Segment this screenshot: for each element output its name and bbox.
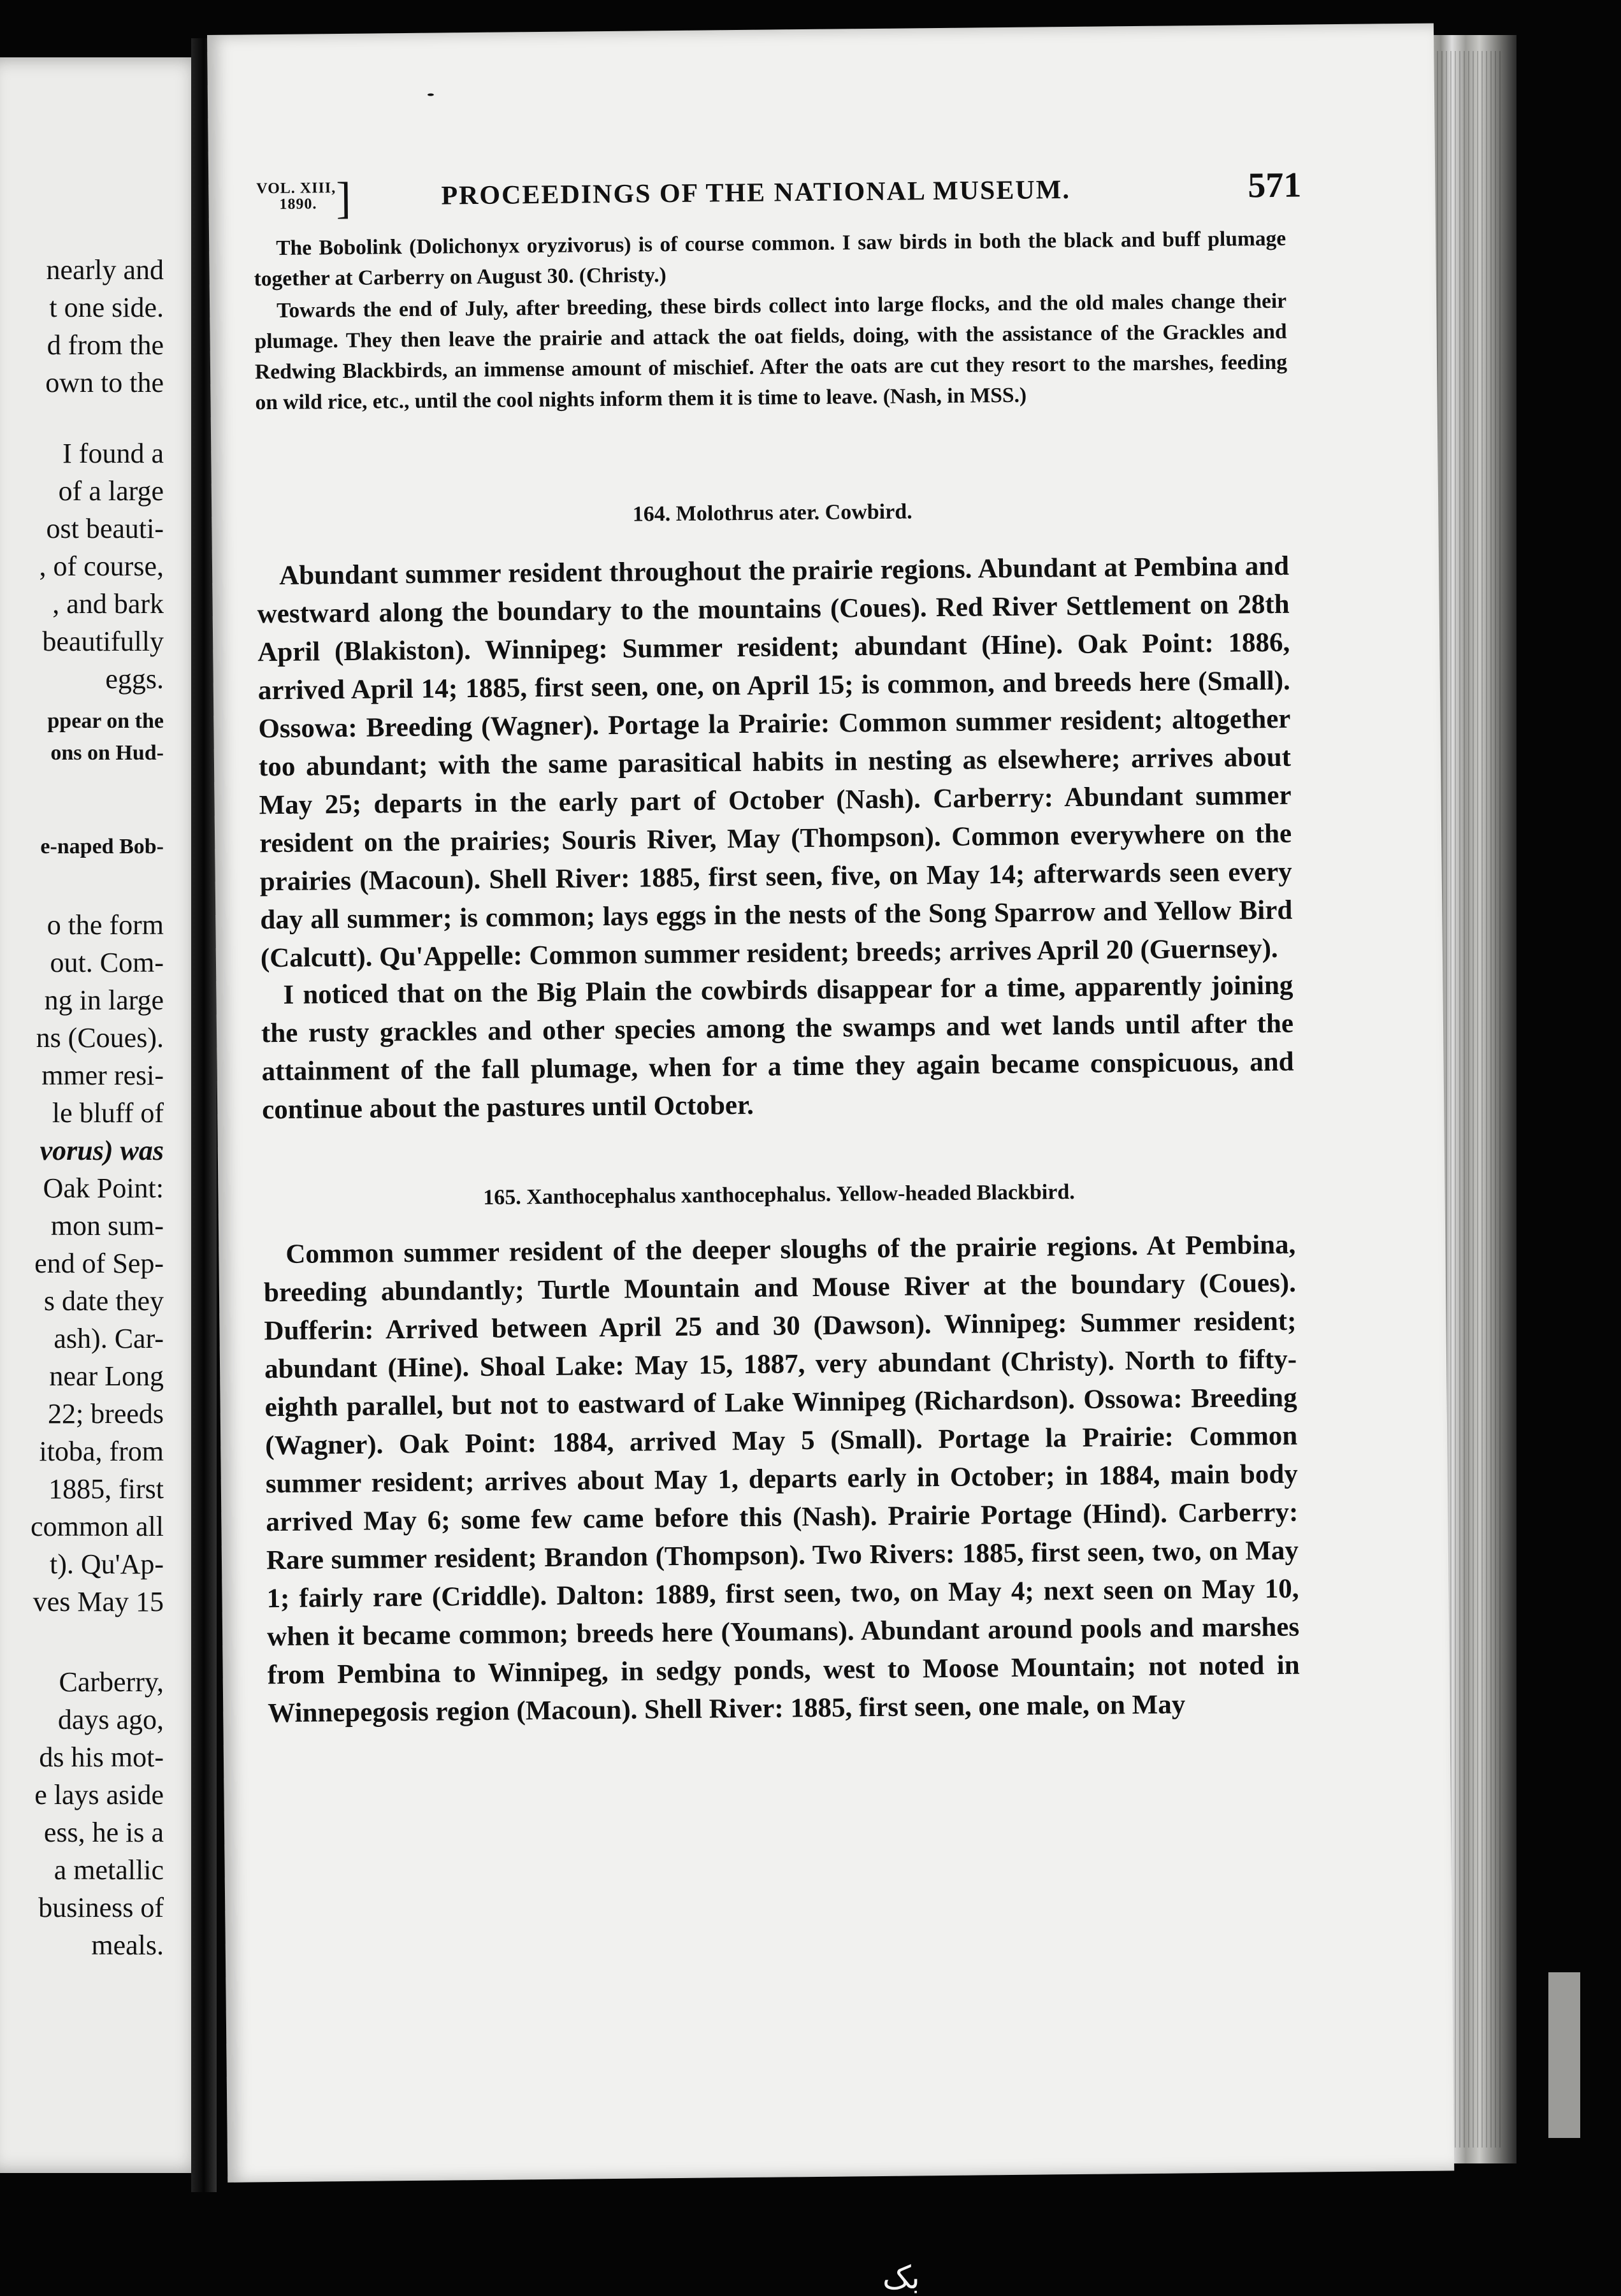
species-164-paragraph: I noticed that on the Big Plain the cowbirds disappear for a time, apparently joining the rusty grackles and other species among the swamps and wet lands until after the attainment of the fall plumage, when for a time they again became conspicuous, and continue about the pastures until October. xyxy=(261,970,1294,1125)
left-fragment: t one side. xyxy=(49,292,164,323)
left-fragment: nearly and xyxy=(46,254,164,285)
running-header xyxy=(256,165,1302,233)
bottom-scan-mark: بک xyxy=(883,2259,920,2296)
left-fragment: ash). Car- xyxy=(54,1323,164,1354)
left-fragment: of a large xyxy=(58,475,164,507)
left-fragment: s date they xyxy=(43,1285,164,1317)
left-fragment: ves May 15 xyxy=(32,1586,164,1617)
left-fragment: common all xyxy=(31,1511,164,1542)
species-165-paragraph: Common summer resident of the deeper sloughs of the prairie regions. At Pembina, breeding abundantly; Turtle Mountain and Mouse River at the boundary (Coues). Dufferin: Arrived between April 25 and 30 (Dawson). Winnipeg: Summer resident; abundant (Hine). Shoal Lake: May 15, 1887, very abundant (Christy). North to fifty-eighth parallel, but not to eastward of Lake Winnipeg (Richardson). Ossowa: Breeding (Wagner). Oak Point: 1884, arrived May 5 (Small). Portage la Prairie: Common summer resident; arrives about May 1, departs early in October; in 1884, main body arrived May 6; some few came before this (Nash). Prairie Portage (Hind). Carberry: Rare summer resident; Brandon (Thompson). Two Rivers: 1885, first seen, two, on May 1; fairly rare (Criddle). Dalton: 1889, first seen, two, on May 4; next seen on May 10, when it became common; breeds here (Youmans). Abundant around pools and marshes from Pembina to Winnipeg, in sedgy ponds, west to Moose Mountain; not noted in Winnepegosis region (Macoun). Shell River: 1885, first seen, one male, on May xyxy=(263,1229,1300,1729)
left-fragment: mon sum- xyxy=(50,1210,164,1241)
left-fragment: , and bark xyxy=(52,588,164,619)
species-scientific-name: Molothrus ater. xyxy=(675,500,820,526)
left-fragment: , of course, xyxy=(39,551,164,582)
left-fragment: ons on Hud- xyxy=(50,741,164,765)
left-fragment: Oak Point: xyxy=(43,1173,164,1204)
species-scientific-name: Xanthocephalus xanthocephalus. xyxy=(526,1182,832,1209)
left-fragment: Carberry, xyxy=(59,1666,164,1698)
left-fragment: ns (Coues). xyxy=(36,1022,164,1053)
left-fragment: near Long xyxy=(49,1361,164,1392)
left-fragment: a metallic xyxy=(54,1854,164,1886)
species-common-name: Yellow-headed Blackbird. xyxy=(836,1180,1075,1206)
volume-bracket: ] xyxy=(336,173,352,224)
left-fragment: own to the xyxy=(45,367,164,398)
page-tab xyxy=(1548,1972,1580,2138)
left-fragment: business of xyxy=(38,1892,164,1923)
left-fragment: I found a xyxy=(62,438,164,469)
left-fragment: end of Sep- xyxy=(34,1248,164,1279)
volume-number: VOL. XIII, xyxy=(256,180,336,198)
left-fragment: days ago, xyxy=(57,1704,164,1735)
left-fragment: e lays aside xyxy=(34,1779,164,1810)
left-facing-page xyxy=(0,57,207,2173)
page-number: 571 xyxy=(1248,165,1302,206)
left-fragment: le bluff of xyxy=(52,1097,164,1129)
volume-label xyxy=(256,173,352,224)
volume-year: 1890. xyxy=(279,196,317,213)
left-fragment: 22; breeds xyxy=(47,1398,164,1429)
left-fragment: beautifully xyxy=(42,626,164,657)
left-fragment: mmer resi- xyxy=(41,1060,164,1091)
left-fragment: e-naped Bob- xyxy=(40,835,164,858)
left-fragment: eggs. xyxy=(105,663,164,695)
main-page xyxy=(207,24,1454,2183)
left-fragment: ost beauti- xyxy=(46,513,164,544)
left-fragment: d from the xyxy=(47,329,164,361)
species-heading-165 xyxy=(263,1178,1295,1213)
left-fragment: 1885, first xyxy=(48,1473,164,1505)
species-164-paragraph: Abundant summer resident throughout the prairie regions. Abundant at Pembina and westward along the boundary to the mountains (Coues). Red River Settlement on 28th April (Blakiston). Winnipeg: Summer resident; abundant (Hine). Oak Point: 1886, arrived April 14; 1885, first seen, one, on April 15; is common, and breeds here (Small). Ossowa: Breeding (Wagner). Portage la Prairie: Common summer resident; altogether too abundant; with the same parasitical habits in nesting as elsewhere; arrives about May 25; departs in the early part of October (Nash). Carberry: Abundant summer resident on the prairies; Souris River, May (Thompson). Common everywhere on the prairies (Macoun). Shell River: 1885, first seen, five, on May 14; afterwards seen every day all summer; is common; lays eggs in the nests of the Song Sparrow and Yellow Bird (Calcutt). Qu'Appelle: Common summer resident; breeds; arrives April 20 (Guernsey). xyxy=(257,551,1293,974)
left-fragment: meals. xyxy=(91,1930,164,1961)
left-fragment: out. Com- xyxy=(50,947,164,978)
species-common-name: Cowbird. xyxy=(825,500,912,524)
left-fragment: ng in large xyxy=(44,985,164,1016)
species-heading-164 xyxy=(256,496,1288,531)
left-fragment: ppear on the xyxy=(47,709,164,733)
left-fragment: itoba, from xyxy=(39,1436,164,1467)
intro-paragraph-bobolink: The Bobolink (Dolichonyx oryzivorus) is of course common. I saw birds in both the black and buff plumage together at Carberry on August 30. (Christy.) xyxy=(254,226,1286,291)
left-fragment: o the form xyxy=(47,909,164,941)
page-speck xyxy=(428,94,434,96)
left-fragment: t). Qu'Ap- xyxy=(49,1549,164,1580)
species-number: 165. xyxy=(483,1185,521,1209)
left-fragment: ess, he is a xyxy=(43,1817,164,1848)
left-fragment: ds his mot- xyxy=(39,1742,164,1773)
intro-paragraph-nash: Towards the end of July, after breeding, these birds collect into large flocks, and the old males change their plumage. They then leave the prairie and attack the oat fields, doing, with the assistance of the Grackles and Redwing Blackbirds, an immense amount of mischief. After the oats are cut they resort to the marshes, feeding on wild rice, etc., until the cool nights inform them it is time to leave. (Nash, in MSS.) xyxy=(254,289,1288,415)
running-title: PROCEEDINGS OF THE NATIONAL MUSEUM. xyxy=(441,175,1071,211)
left-fragment: vorus) was xyxy=(40,1135,164,1166)
species-number: 164. xyxy=(632,502,671,526)
